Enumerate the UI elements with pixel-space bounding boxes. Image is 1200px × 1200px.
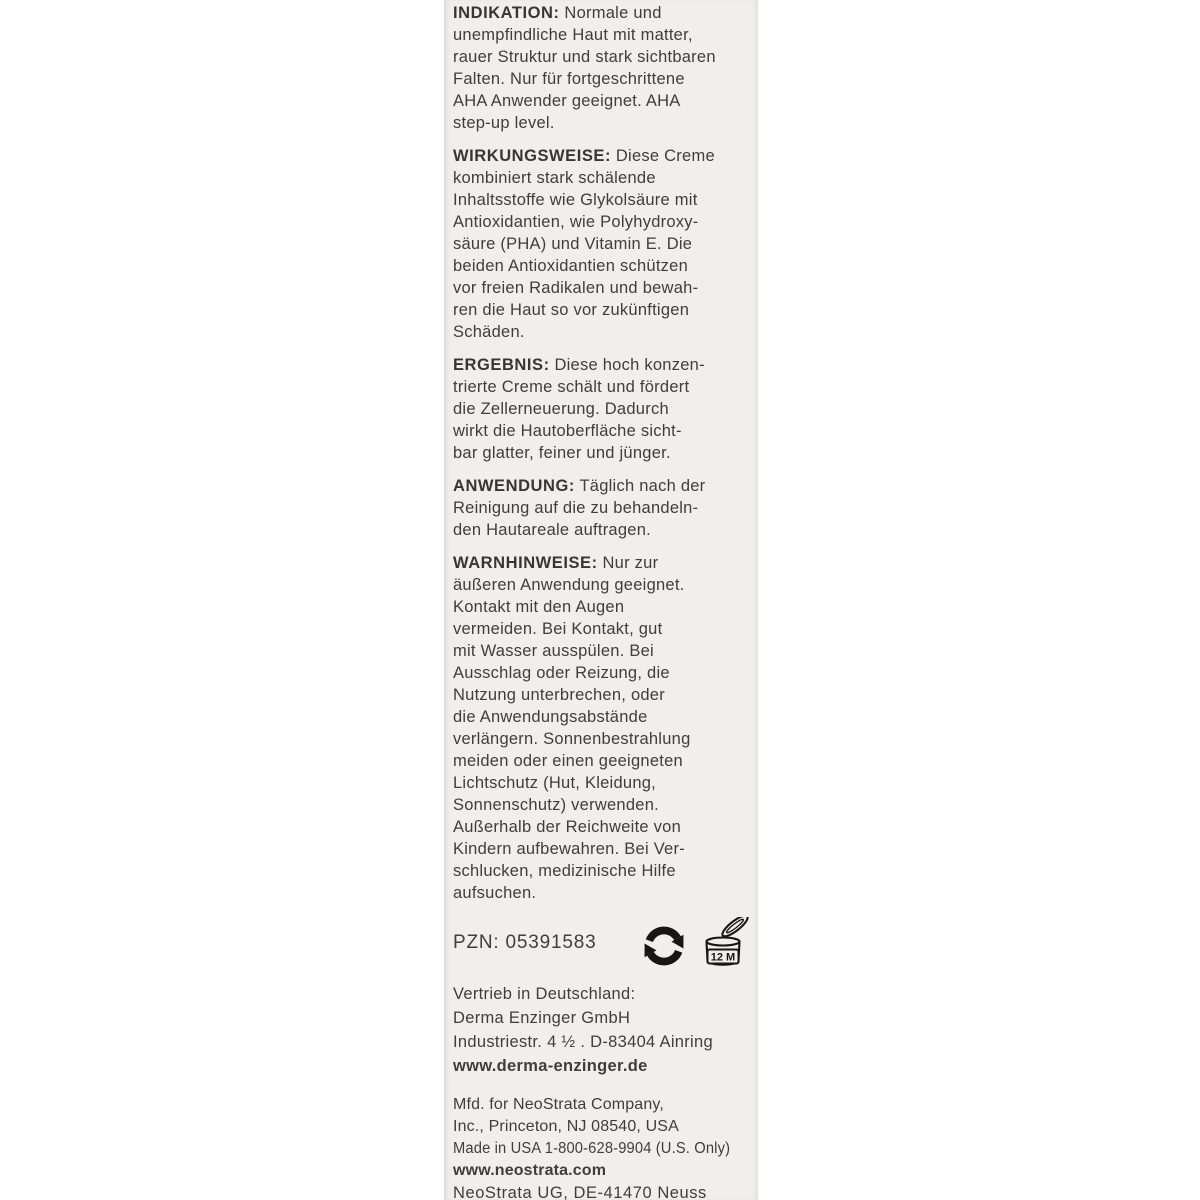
- text-line: trierte Creme schält und fördert: [453, 378, 690, 396]
- text-line: ren die Haut so vor zukünftigen: [453, 301, 690, 319]
- text-line: verlängern. Sonnenbestrahlung: [453, 730, 691, 748]
- text-line: Sonnenschutz) verwenden.: [453, 796, 659, 814]
- green-dot-recycling-icon: [642, 917, 686, 968]
- pao-months-label: 12 M: [710, 951, 736, 964]
- text-line: Kontakt mit den Augen: [453, 598, 625, 616]
- text-line: Inhaltsstoffe wie Glykolsäure mit: [453, 191, 698, 209]
- text-line: vermeiden. Bei Kontakt, gut: [453, 620, 663, 638]
- text-line: rauer Struktur und stark sichtbaren: [453, 48, 716, 66]
- text-line: beiden Antioxidantien schützen: [453, 257, 689, 275]
- distributor-block: [453, 982, 755, 1078]
- text-line: aufsuchen.: [453, 884, 537, 902]
- distributor-line: Vertrieb in Deutschland:: [453, 985, 636, 1003]
- pzn-row: [453, 916, 755, 970]
- text-line: WARNHINWEISE: Nur zur: [453, 554, 659, 572]
- text-line: Kindern aufbewahren. Bei Ver-: [453, 840, 685, 858]
- text-line: vor freien Radikalen und bewah-: [453, 279, 699, 297]
- section-heading: WIRKUNGSWEISE:: [453, 147, 612, 165]
- manufacturer-website: www.neostrata.com: [453, 1162, 607, 1179]
- text-line: WIRKUNGSWEISE: Diese Creme: [453, 147, 715, 165]
- text-line: Außerhalb der Reichweite von: [453, 818, 682, 836]
- label-text-sections: [453, 2, 755, 904]
- text-line: Ausschlag oder Reizung, die: [453, 664, 670, 682]
- section-warnhinweise: [453, 552, 755, 904]
- text-line: ERGEBNIS: Diese hoch konzen-: [453, 356, 705, 374]
- section-heading: INDIKATION:: [453, 4, 560, 22]
- section-indikation: [453, 2, 755, 134]
- text-line: säure (PHA) und Vitamin E. Die: [453, 235, 693, 253]
- text-line: mit Wasser ausspülen. Bei: [453, 642, 654, 660]
- text-line: Reinigung auf die zu behandeln-: [453, 499, 699, 517]
- period-after-opening-jar-icon: [697, 917, 751, 969]
- text-line: meiden oder einen geeigneten: [453, 752, 683, 770]
- text-line: wirkt die Hautoberfläche sicht-: [453, 422, 682, 440]
- regulatory-icons: [642, 917, 751, 969]
- text-line: äußeren Anwendung geeignet.: [453, 576, 685, 594]
- distributor-line: Industriestr. 4 ½ . D-83404 Ainring: [453, 1033, 713, 1051]
- pzn-number: PZN: 05391583: [453, 932, 597, 953]
- text-line: kombiniert stark schälende: [453, 169, 656, 187]
- packaging-back-panel: [444, 0, 758, 1200]
- text-line: unempfindliche Haut mit matter,: [453, 26, 693, 44]
- text-line: Nutzung unterbrechen, oder: [453, 686, 665, 704]
- text-line: schlucken, medizinische Hilfe: [453, 862, 676, 880]
- manufacturer-line: Inc., Princeton, NJ 08540, USA: [453, 1118, 679, 1135]
- text-line: Antioxidantien, wie Polyhydroxy-: [453, 213, 699, 231]
- section-anwendung: [453, 475, 755, 541]
- section-wirkungsweise: [453, 145, 755, 343]
- manufacturer-line: Mfd. for NeoStrata Company,: [453, 1096, 664, 1113]
- text-line: Falten. Nur für fortgeschrittene: [453, 70, 685, 88]
- manufacturer-phone-line: Made in USA 1-800-628-9904 (U.S. Only): [453, 1140, 731, 1157]
- section-heading: ERGEBNIS:: [453, 356, 550, 374]
- section-heading: WARNHINWEISE:: [453, 554, 598, 572]
- text-line: AHA Anwender geeignet. AHA: [453, 92, 681, 110]
- text-line: INDIKATION: Normale und: [453, 4, 662, 22]
- distributor-line: Derma Enzinger GmbH: [453, 1009, 631, 1027]
- text-line: bar glatter, feiner und jünger.: [453, 444, 671, 462]
- manufacturer-block: [453, 1094, 755, 1200]
- distributor-website: www.derma-enzinger.de: [453, 1057, 648, 1075]
- label-content: [453, 2, 755, 1200]
- text-line: step-up level.: [453, 114, 555, 132]
- section-heading: ANWENDUNG:: [453, 477, 575, 495]
- text-line: ANWENDUNG: Täglich nach der: [453, 477, 706, 495]
- section-ergebnis: [453, 354, 755, 464]
- text-line: Schäden.: [453, 323, 525, 341]
- text-line: den Hautareale auftragen.: [453, 521, 651, 539]
- text-line: die Zellerneuerung. Dadurch: [453, 400, 669, 418]
- text-line: Lichtschutz (Hut, Kleidung,: [453, 774, 657, 792]
- manufacturer-registration-line: NeoStrata UG, DE-41470 Neuss: [453, 1184, 707, 1200]
- text-line: die Anwendungsabstände: [453, 708, 648, 726]
